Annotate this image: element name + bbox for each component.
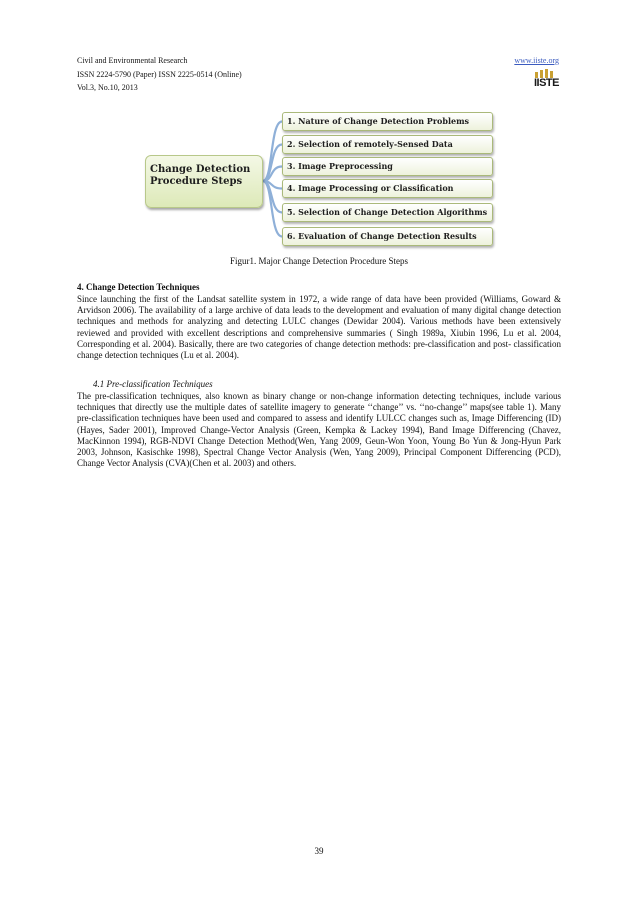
header-right	[514, 54, 559, 96]
journal-title: Civil and Environmental Research	[77, 56, 188, 65]
diagram-step-1: 1. Nature of Change Detection Problems	[282, 112, 493, 131]
paragraph-intro: Since launching the first of the Landsat satellite system in 1972, a wide range of data have been provided (Williams, Goward & Arvidson 2006). The availability of a large archive of data leads to the development and evaluation of many digital change detection techniques and methods for analyzing and detecting LULC changes (Dewidar 2004). Various methods have been extensively reviewed and provided with excellent descriptions and comprehensive summaries ( Singh 1989a, Xiubin 1996, Lu et al. 2004, Corresponding et al. 2004). Basically, there are two categories of change detection methods: pre-classification and post- classification change detection techniques (Lu et al. 2004).	[77, 294, 561, 361]
diagram-step-4: 4. Image Processing or Classification	[282, 179, 493, 198]
page-number: 39	[314, 846, 324, 856]
page-header	[77, 54, 242, 95]
paragraph-preclassification: The pre-classification techniques, also known as binary change or non-change information detecting techniques, include various techniques that directly use the multiple dates of satellite imagery to generate ‘‘change’’ vs. ‘‘no-change’’ maps(see table 1). Many pre-classification techniques have been used and compared to assess and identify LULCC changes such as, Image Differencing (ID) (Hayes, Sader 2001), Improved Change-Vector Analysis (Green, Kempka & Lackey 1994), Band Image Differencing (Chavez, MacKinnon 1994), RGB-NDVI Change Detection Method(Wen, Yang 2009, Geun-Won Yoon, Young Bo Yun & Jong-Hyun Park 2003, Johnson, Kasischke 1998), Spectral Change Vector Analysis (Wen, Yang 2009), Principal Component Differencing (PCD), Change Vector Analysis (CVA)(Chen et al. 2003) and others.	[77, 391, 561, 469]
issn-line: ISSN 2224-5790 (Paper) ISSN 2225-0514 (Online)	[77, 69, 242, 79]
iiste-logo-icon	[533, 69, 559, 91]
diagram-root-box: Change Detection Procedure Steps	[145, 155, 263, 208]
subsection-heading: 4.1 Pre-classification Techniques	[93, 379, 213, 389]
diagram-step-6: 6. Evaluation of Change Detection Results	[282, 227, 493, 246]
volume-line: Vol.3, No.10, 2013	[77, 83, 138, 92]
diagram-step-2: 2. Selection of remotely-Sensed Data	[282, 135, 493, 154]
procedure-diagram	[140, 107, 500, 252]
diagram-step-3: 3. Image Preprocessing	[282, 157, 493, 176]
logo-text: IISTE	[533, 77, 559, 89]
diagram-step-5: 5. Selection of Change Detection Algorithms	[282, 203, 493, 222]
website-link[interactable]: www.iiste.org	[514, 56, 559, 65]
figure-caption: Figur1. Major Change Detection Procedure Steps	[230, 256, 408, 266]
section-heading: 4. Change Detection Techniques	[77, 282, 200, 292]
